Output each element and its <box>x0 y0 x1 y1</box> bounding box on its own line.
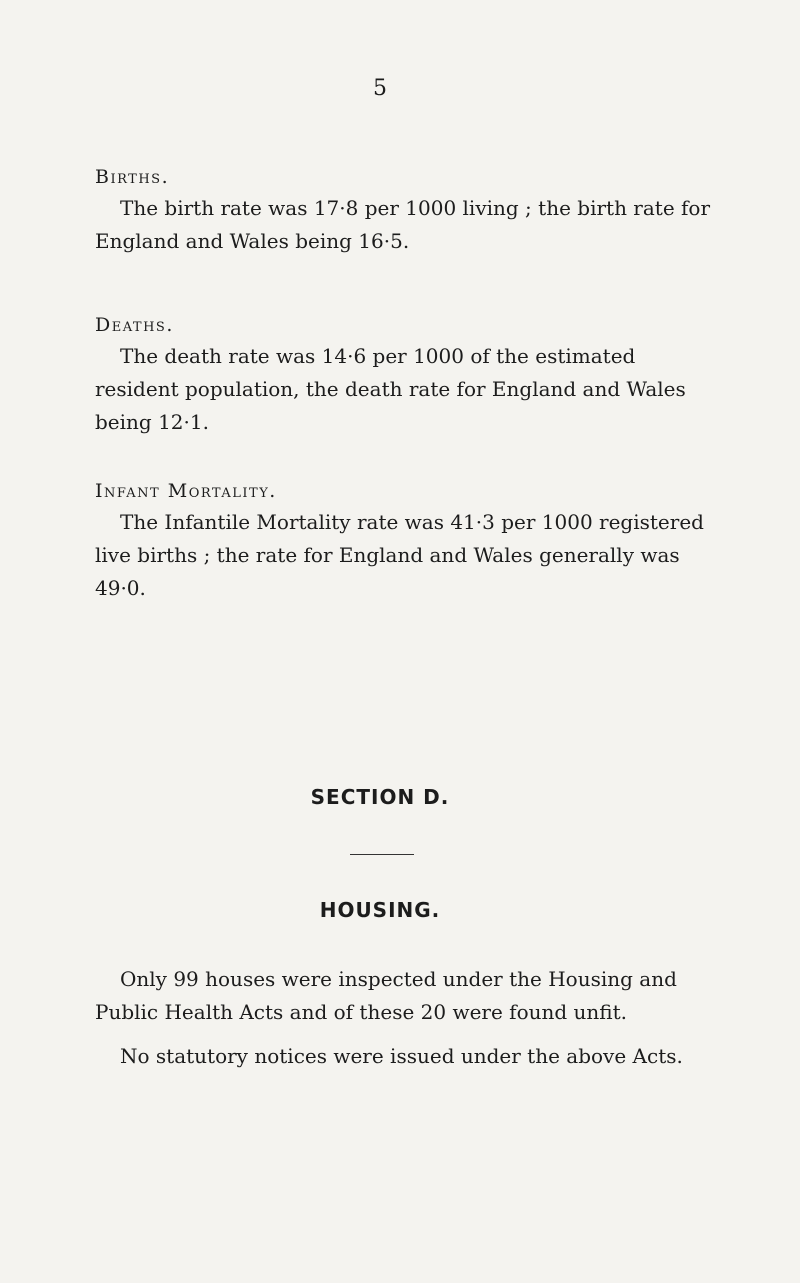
divider <box>350 854 414 855</box>
section-subtitle: HOUSING. <box>319 898 441 922</box>
infant-mortality-heading: Infant Mortality. <box>95 480 277 502</box>
deaths-section <box>95 310 715 439</box>
deaths-heading: Deaths. <box>95 314 174 336</box>
births-section <box>95 162 715 258</box>
births-heading: Births. <box>95 166 170 188</box>
births-text: The birth rate was 17·8 per 1000 living ; the birth rate for England and Wales being 16·5. <box>95 196 711 253</box>
housing-paragraph-2: No statutory notices were issued under the above Acts. <box>120 1044 683 1068</box>
housing-paragraph-1: Only 99 houses were inspected under the Housing and Public Health Acts and of these 20 were found unfit. <box>95 967 677 1024</box>
infant-mortality-text: The Infantile Mortality rate was 41·3 per 1000 registered live births ; the rate for England and Wales generally was 49·0. <box>95 510 704 600</box>
deaths-text: The death rate was 14·6 per 1000 of the estimated resident population, the death rate for England and Wales being 12·1. <box>95 344 686 434</box>
section-title: SECTION D. <box>310 785 450 809</box>
housing-paragraph-1-block <box>95 963 715 1029</box>
housing-paragraph-2-block <box>95 1040 715 1073</box>
infant-mortality-section <box>95 476 715 605</box>
page-number: 5 <box>373 76 387 101</box>
